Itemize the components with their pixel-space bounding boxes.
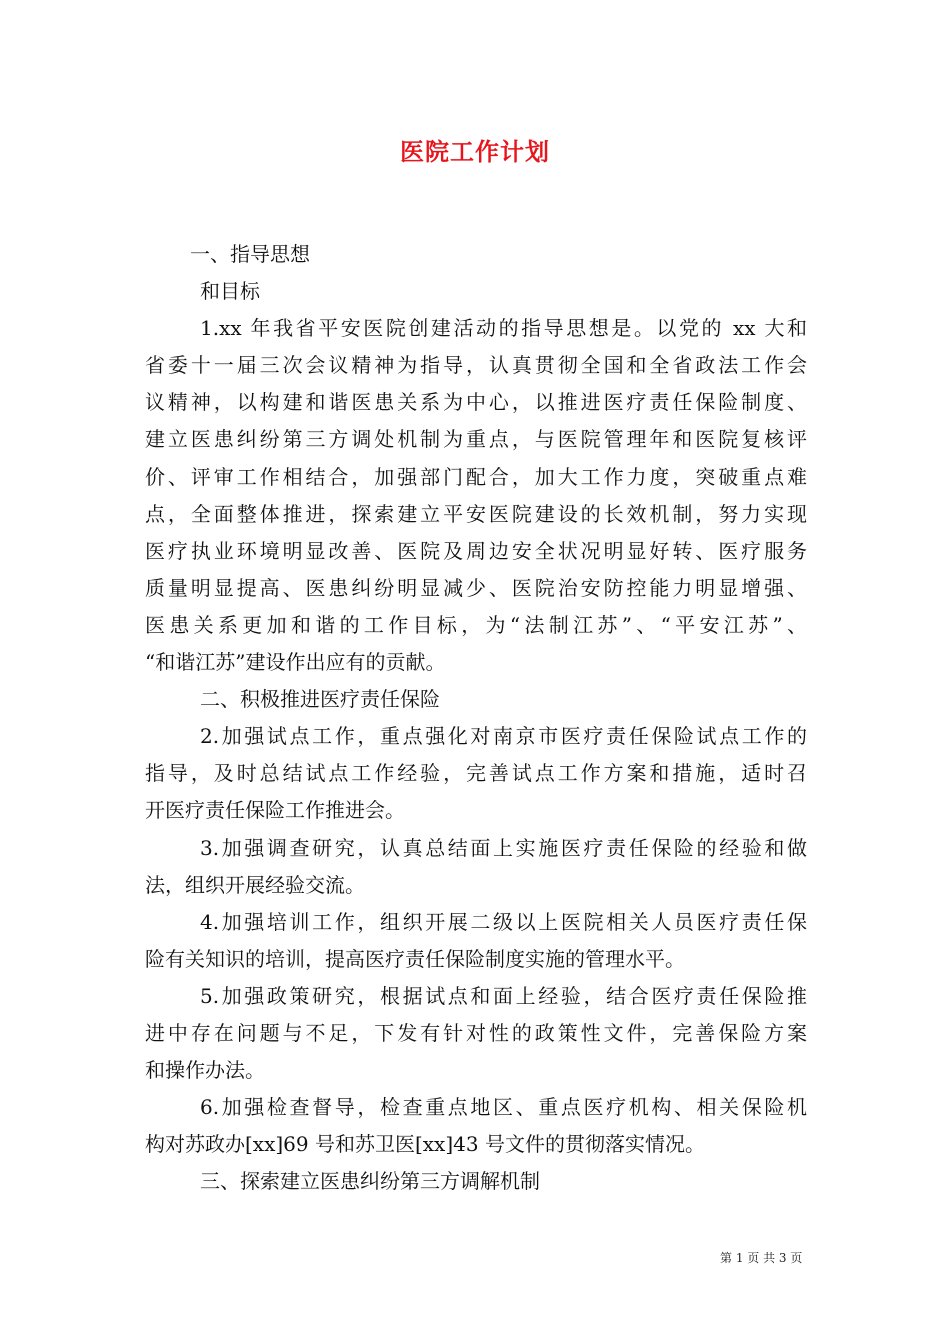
text-line: 二、积极推进医疗责任保险	[200, 687, 440, 712]
text-line: 医疗执业环境明显改善、医院及周边安全状况明显好转、医疗服务	[145, 538, 807, 563]
text-line: 5.加强政策研究，根据试点和面上经验，结合医疗责任保险推	[200, 983, 807, 1008]
text-line: 三、探索建立医患纠纷第三方调解机制	[200, 1169, 540, 1194]
page-footer: 第 1 页 共 3 页	[720, 1251, 803, 1265]
text-line: 建立医患纠纷第三方调处机制为重点，与医院管理年和医院复核评	[145, 427, 807, 452]
text-line: 和目标	[200, 279, 260, 304]
text-line: 法，组织开展经验交流。	[145, 872, 365, 897]
document-body	[145, 236, 807, 1200]
text-line: 医患关系更加和谐的工作目标，为“法制江苏”、“平安江苏”、	[145, 612, 807, 637]
text-line: 1.xx 年我省平安医院创建活动的指导思想是。以党的 xx 大和	[200, 316, 807, 341]
text-line: 价、评审工作相结合，加强部门配合，加大工作力度，突破重点难	[145, 464, 807, 489]
text-line: 险有关知识的培训，提高医疗责任保险制度实施的管理水平。	[145, 946, 685, 971]
text-line: 一、指导思想	[190, 242, 310, 266]
text-line: 构对苏政办[xx]69 号和苏卫医[xx]43 号文件的贯彻落实情况。	[145, 1132, 705, 1157]
text-line: 3.加强调查研究，认真总结面上实施医疗责任保险的经验和做	[200, 835, 807, 860]
text-line: 指导，及时总结试点工作经验，完善试点工作方案和措施，适时召	[145, 761, 807, 786]
text-line: 点，全面整体推进，探索建立平安医院建设的长效机制，努力实现	[145, 501, 807, 526]
text-line: 6.加强检查督导，检查重点地区、重点医疗机构、相关保险机	[200, 1095, 807, 1120]
text-line: 省委十一届三次会议精神为指导，认真贯彻全国和全省政法工作会	[145, 353, 807, 378]
text-line: “和谐江苏”建设作出应有的贡献。	[145, 650, 446, 675]
document-title: 医院工作计划	[400, 137, 550, 166]
text-line: 开医疗责任保险工作推进会。	[145, 798, 405, 823]
text-line: 2.加强试点工作，重点强化对南京市医疗责任保险试点工作的	[200, 724, 807, 749]
text-line: 议精神，以构建和谐医患关系为中心，以推进医疗责任保险制度、	[145, 390, 807, 415]
text-line: 进中存在问题与不足，下发有针对性的政策性文件，完善保险方案	[145, 1020, 807, 1045]
text-line: 质量明显提高、医患纠纷明显减少、医院治安防控能力明显增强、	[145, 575, 807, 600]
text-line: 4.加强培训工作，组织开展二级以上医院相关人员医疗责任保	[200, 909, 807, 934]
text-line: 和操作办法。	[145, 1058, 265, 1083]
